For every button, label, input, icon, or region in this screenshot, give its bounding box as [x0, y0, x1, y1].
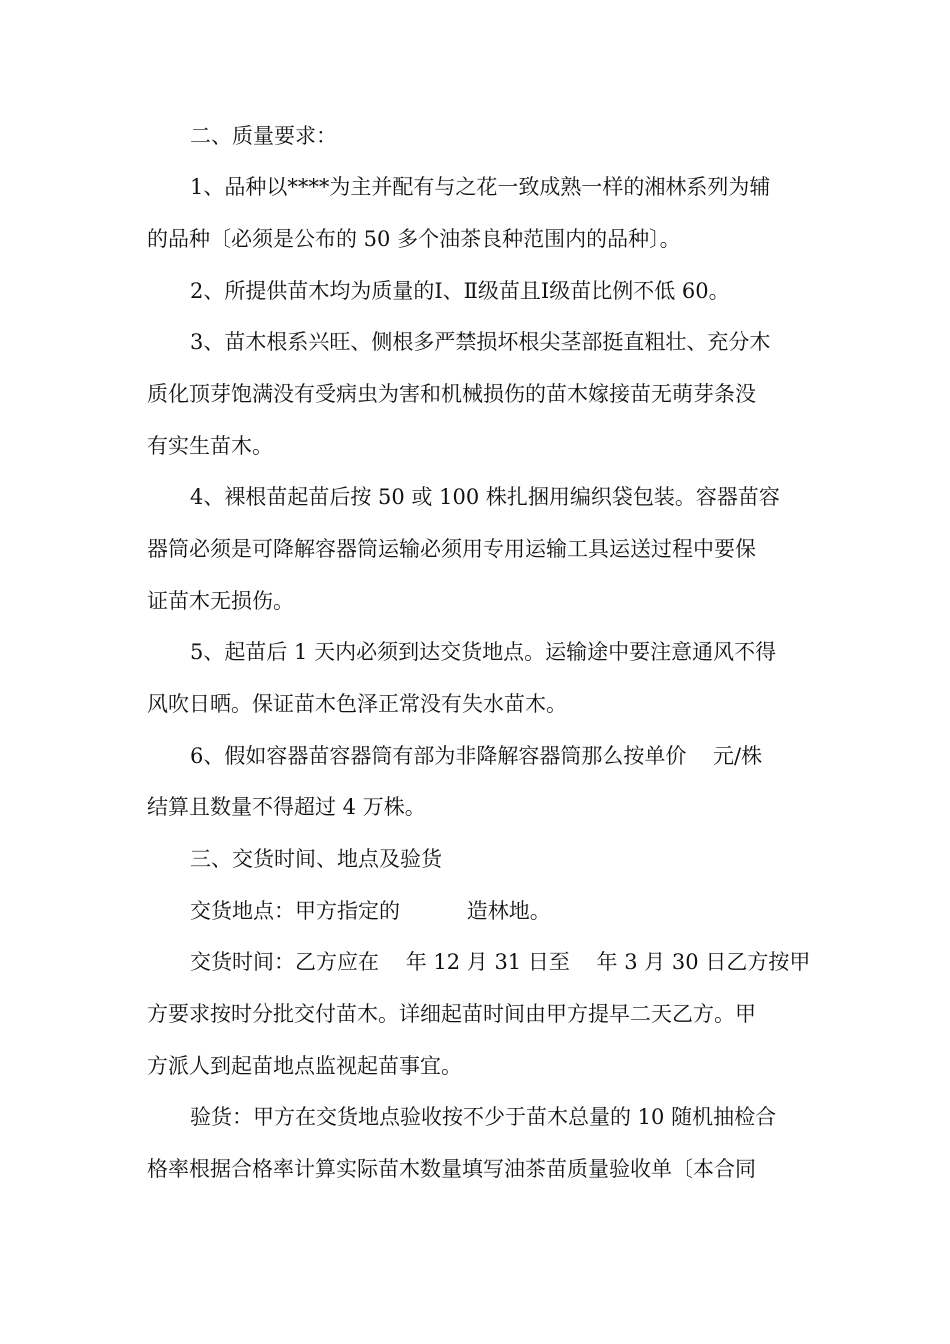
paragraph-line: 的品种〔必须是公布的 50 多个油茶良种范围内的品种〕。 [147, 227, 681, 251]
paragraph-line: 证苗木无损伤。 [147, 589, 294, 613]
paragraph-line: 器筒必须是可降解容器筒运输必须用专用运输工具运送过程中要保 [147, 537, 756, 561]
paragraph-line: 1、品种以****为主并配有与之花一致成熟一样的湘林系列为辅 [190, 175, 771, 199]
paragraph-line: 验货：甲方在交货地点验收按不少于苗木总量的 10 随机抽检合 [190, 1105, 777, 1129]
section-heading-delivery: 三、交货时间、地点及验货 [190, 847, 442, 871]
paragraph-line: 6、假如容器苗容器筒有部为非降解容器筒那么按单价 元/株 [190, 744, 763, 768]
paragraph-line: 格率根据合格率计算实际苗木数量填写油茶苗质量验收单〔本合同 [147, 1157, 756, 1181]
paragraph-line: 交货时间：乙方应在 年 12 月 31 日至 年 3 月 30 日乙方按甲 [190, 950, 811, 974]
paragraph-line: 2、所提供苗木均为质量的Ⅰ、Ⅱ级苗且Ⅰ级苗比例不低 60。 [190, 279, 730, 303]
paragraph-line: 4、裸根苗起苗后按 50 或 100 株扎捆用编织袋包装。容器苗容 [190, 485, 780, 509]
paragraph-line: 交货地点：甲方指定的 造林地。 [190, 899, 551, 923]
paragraph-line: 质化顶芽饱满没有受病虫为害和机械损伤的苗木嫁接苗无萌芽条没 [147, 382, 756, 406]
paragraph-line: 3、苗木根系兴旺、侧根多严禁损坏根尖茎部挺直粗壮、充分木 [190, 330, 771, 354]
paragraph-line: 5、起苗后 1 天内必须到达交货地点。运输途中要注意通风不得 [190, 640, 777, 664]
paragraph-line: 方要求按时分批交付苗木。详细起苗时间由甲方提早二天乙方。甲 [147, 1002, 756, 1026]
paragraph-line: 有实生苗木。 [147, 434, 273, 458]
paragraph-line: 结算且数量不得超过 4 万株。 [147, 795, 426, 819]
paragraph-line: 风吹日晒。保证苗木色泽正常没有失水苗木。 [147, 692, 567, 716]
paragraph-line: 方派人到起苗地点监视起苗事宜。 [147, 1054, 462, 1078]
section-heading-quality: 二、质量要求： [190, 124, 337, 148]
